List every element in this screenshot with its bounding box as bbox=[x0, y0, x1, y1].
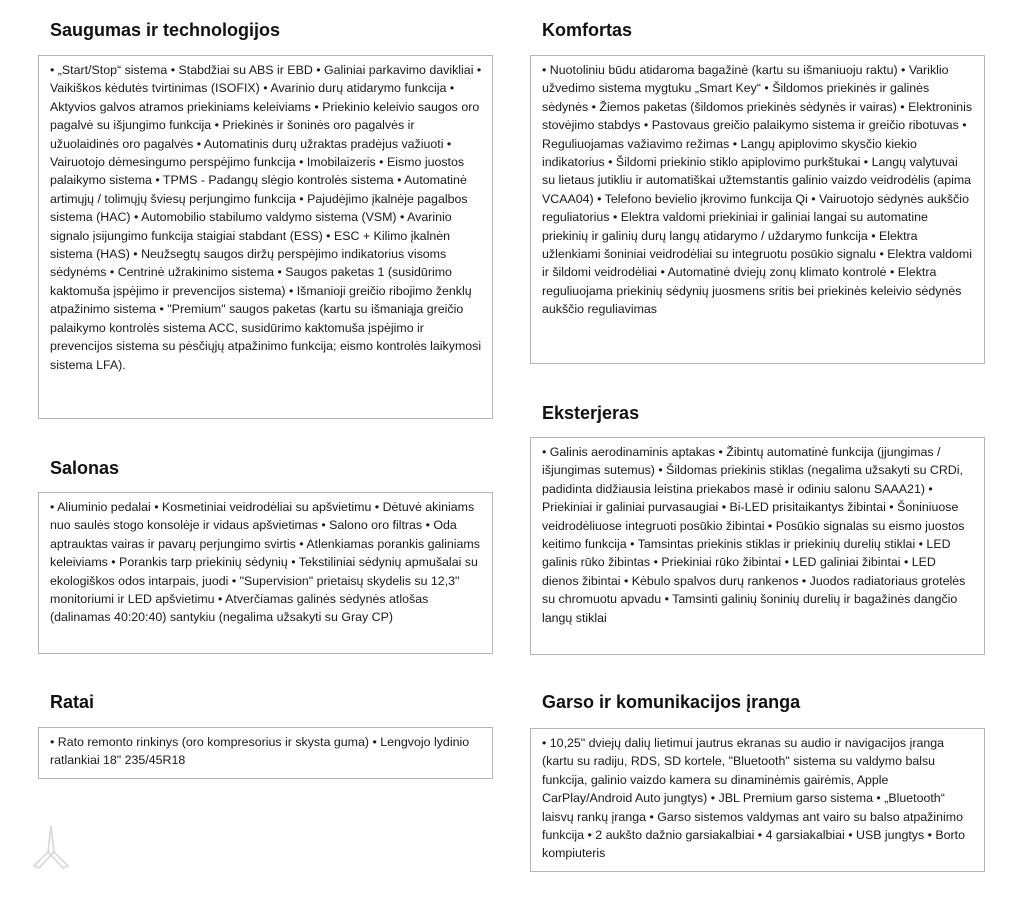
section-eksterjeras bbox=[530, 403, 985, 655]
section-text-eksterjeras: • Galinis aerodinaminis aptakas • Žibintų automatinė funkcija (įjungimas / išjungimas sutemus) • Šildomas priekinis stiklas (negalima užsakyti su CRDi, padidinta didžiausia leistina priekabos masė ir odiniu salonu SAAA21) • Priekiniai ir galiniai purvasaugiai • Bi-LED prisitaikantys žibintai • Šoniniuose veidrodėliuose integruoti posūkio žibintai • Posūkio signalas su eismo juostos keitimo funkcija • Tamsintas priekinis stiklas ir priekinių durelių stiklai • LED galinis rūko žibintas • Priekiniai rūko žibintai • LED galiniai žibintai • LED dienos žibintai • Kėbulo spalvos durų rankenos • Juodos radiatoriaus grotelės su chromuotu apvadu • Tamsinti galinių šoninių durelių ir bagažinės dangčio langų stiklai bbox=[542, 445, 966, 625]
section-box-saugumas bbox=[38, 55, 493, 419]
section-title-komfortas: Komfortas bbox=[542, 20, 633, 40]
section-text-salonas: • Aliuminio pedalai • Kosmetiniai veidrodėliai su apšvietimu • Dėtuvė akiniams nuo saulės stogo konsolėje ir vidaus apšvietimas • Salono oro filtras • Oda aptrauktas vairas ir pavarų perjungimo svirtis • Atlenkiamas porankis galiniams keleiviams • Porankis tarp priekinių sėdynių • Tekstiliniai sėdynių apmušalai su ekologiškos odos intarpais, juodi • "Supervision" prietaisų skydelis su 12,3" monitoriumi ir LED apšvietimu • Atverčiamas galinės sėdynės atlošas (dalinamas 40:20:40) santykiu (negalima užsakyti su Gray CP) bbox=[50, 500, 480, 625]
section-title-salonas: Salonas bbox=[50, 458, 120, 478]
section-box-ratai bbox=[38, 727, 493, 779]
section-text-ratai: • Rato remonto rinkinys (oro kompresorius ir skysta guma) • Lengvojo lydinio ratlankiai 18" 235/45R18 bbox=[50, 735, 470, 768]
section-title-saugumas: Saugumas ir technologijos bbox=[50, 20, 281, 40]
section-ratai bbox=[38, 692, 493, 780]
section-box-salonas bbox=[38, 492, 493, 654]
mercedes-star-logo-icon bbox=[30, 822, 72, 872]
section-title-eksterjeras: Eksterjeras bbox=[542, 403, 640, 423]
section-text-komfortas: • Nuotoliniu būdu atidaroma bagažinė (kartu su išmaniuoju raktu) • Variklio užvedimo sistema mygtuku „Smart Key“ • Šildomos priekinės ir galinės sėdynės • Žiemos paketas (šildomos priekinės sėdynės ir vairas) • Elektroninis stovėjimo stabdys • Pastovaus greičio palaikymo sistema ir greičio ribotuvas • Reguliuojamas važiavimo režimas • Langų apiplovimo skysčio kiekio indikatorius • Šildomi priekinio stiklo apiplovimo purkštukai • Langų valytuvai su lietaus jutikliu ir automatiškai užtemstantis galinio vaizdo veidrodėlis (apima VCAA04) • Telefono bevielio įkrovimo funkcija Qi • Vairuotojo sėdynės aukščio reguliatorius • Elektra valdomi priekiniai ir galiniai langai su automatine priekinių ir galinių durų langų atidarymo / uždarymo funkcija • Elektra užlenkiami šoniniai veidrodėliai su integruotu posūkio signalu • Elektra valdomi ir šildomi veidrodėliai • Automatinė dviejų zonų klimato kontrolė • Elektra reguliuojama priekinių sėdynių juosmens sritis bei priekinės keleivio sėdynės aukščio reguliavimas bbox=[542, 63, 973, 317]
section-title-garso: Garso ir komunikacijos įranga bbox=[542, 692, 801, 712]
section-komfortas bbox=[530, 20, 985, 364]
section-box-komfortas bbox=[530, 55, 985, 364]
section-box-garso bbox=[530, 728, 985, 872]
section-text-garso: • 10,25" dviejų dalių lietimui jautrus ekranas su audio ir navigacijos įranga (kartu su radiju, RDS, SD kortele, "Bluetooth" sistema su valdymo balsu funkcija, galinio vaizdo kamera su dinaminėmis gairėmis, Apple CarPlay/Android Auto jungtys) • JBL Premium garso sistema • „Bluetooth“ laisvų rankų įranga • Garso sistemos valdymas ant vairo su balso atpažinimo funkcija • 2 aukšto dažnio garsiakalbiai • 4 garsiakalbiai • USB jungtys • Borto kompiuteris bbox=[542, 736, 966, 861]
section-garso bbox=[530, 692, 985, 872]
section-text-saugumas: • „Start/Stop“ sistema • Stabdžiai su ABS ir EBD • Galiniai parkavimo davikliai • Vaikiškos kėdutės tvirtinimas (ISOFIX) • Avarinio durų atidarymo funkcija • Aktyvios galvos atramos priekiniams keleiviams • Priekinio keleivio saugos oro pagalvė su išjungimo funkcija • Priekinės ir šoninės oro pagalvės ir užuolaidinės oro pagalvės • Automatinis durų užraktas pradėjus važiuoti • Vairuotojo dėmesingumo perspėjimo funkcija • Imobilaizeris • Eismo juostos palaikymo sistema • TPMS - Padangų slėgio kontrolės sistema • Automatinė artimųjų / tolimųjų šviesų perjungimo funkcija • Pajudėjimo įkalnėje pagalbos sistema (HAC) • Automobilio stabilumo valdymo sistema (VSM) • Avarinio signalo įsijungimo funkcija staigiai stabdant (ESS) • ESC + Kilimo įkalnėn sistema (HAS) • Neužsegtų saugos diržų perspėjimo indikatorius visoms sėdynėms • Centrinė užrakinimo sistema • Saugos paketas 1 (susidūrimo kaktomuša įspėjimo ir prevencijos sistema) • Išmanioji greičio ribojimo ženklų atpažinimo sistema • "Premium" saugos paketas (kartu su išmaniąja greičio palaikymo kontrolės sistema ACC, susidūrimo kaktomuša įspėjimo ir prevencijos sistema su pėsčiųjų atpažinimo funkcija; eismo kontrolės laikymosi sistema LFA). bbox=[50, 63, 482, 372]
section-box-eksterjeras bbox=[530, 437, 985, 655]
section-saugumas bbox=[38, 20, 493, 420]
section-salonas bbox=[38, 458, 493, 656]
section-title-ratai: Ratai bbox=[50, 692, 95, 712]
